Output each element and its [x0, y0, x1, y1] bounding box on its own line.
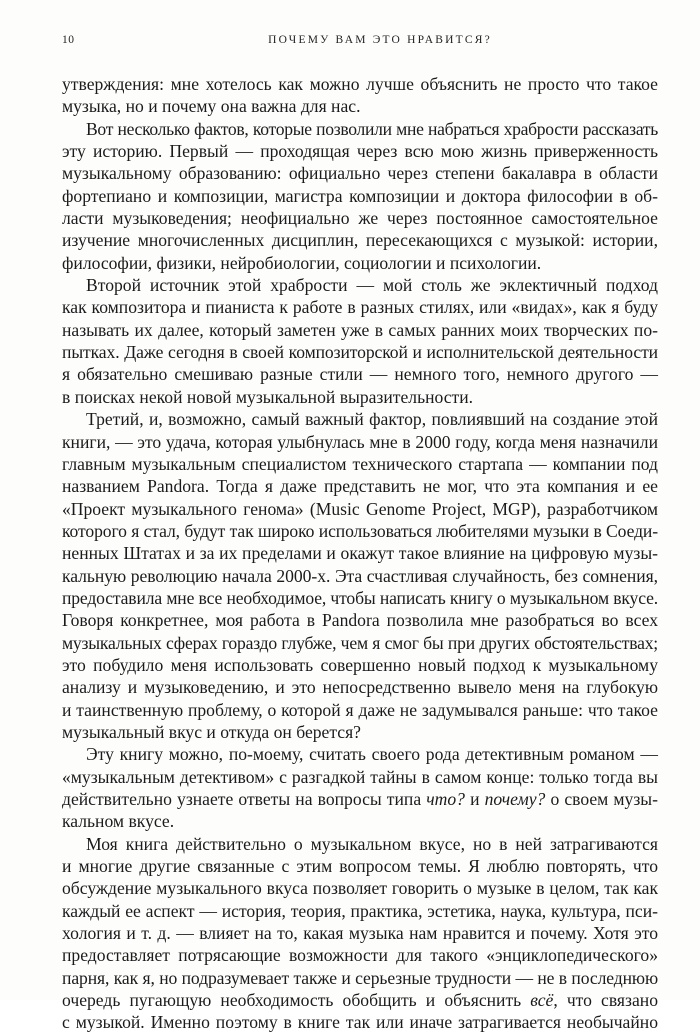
text-line: в поисках некой новой музыкальной выразительности. — [62, 386, 474, 407]
text-line: изучение многочисленных дисциплин, пересекающихся с музыкой: истории, — [62, 230, 658, 251]
text-line: Вот несколько фактов, которые позволили мне набраться храбрости рассказать — [86, 118, 658, 139]
text-line: музыкальных сферах гораздо глубже, чем я смог бы при других обстоятельствах; — [62, 632, 658, 653]
body-text — [62, 73, 658, 1034]
text-line: Второй источник этой храбрости — мой столь же эклектичный подход — [86, 275, 658, 296]
text-line: предоставляет потрясающие возможности для такого «энциклопедического» — [62, 945, 658, 966]
text-line: Эту книгу можно, по-моему, считать своего рода детективным романом — — [86, 744, 658, 765]
text-line: Говоря конкретнее, моя работа в Pandora позволила мне разобраться во всех — [62, 610, 658, 631]
text-line: хология и т. д. — влияет на то, какая музыка нам нравится и почему. Хотя это — [62, 923, 658, 944]
text-line: с музыкой. Именно поэтому в книге так или иначе затрагивается необычайно — [62, 1012, 658, 1033]
text-line: парня, как я, но подразумевает также и серьезные трудности — не в последнюю — [62, 967, 658, 988]
text-line: анализу и музыковедению, и это непосредственно вывело меня на глубокую — [62, 677, 658, 698]
text-line: музыка, но и почему она важна для нас. — [62, 96, 361, 117]
text-line: называть их далее, который заметен уже в самых ранних моих творческих по- — [62, 319, 658, 340]
text-line: действительно узнаете ответы на вопросы типа что? и почему? о своем музы- — [62, 789, 658, 809]
text-line: предоставила мне все необходимое, чтобы написать книгу о музыкальном вкусе. — [62, 587, 658, 608]
text-line: главным музыкальным специалистом технического стартапа — компании под — [62, 453, 658, 474]
page-number: 10 — [62, 34, 75, 46]
text-line: как композитора и пианиста к работе в разных стилях, или «видах», как я буду — [62, 297, 658, 318]
text-line: музыкальному образованию: официально через степени бакалавра в области — [62, 163, 658, 184]
text-line: философии, физики, нейробиологии, социологии и психологии. — [62, 252, 542, 273]
text-line: кальном вкусе. — [62, 811, 175, 832]
text-line: и таинственную проблему, о которой я даже не задумывался раньше: что такое — [62, 699, 658, 720]
text-line: «Проект музыкального генома» (Music Genome Project, MGP), разработчиком — [62, 498, 658, 519]
running-title: ПОЧЕМУ ВАМ ЭТО НРАВИТСЯ? — [268, 34, 492, 46]
text-line: кальную революцию начала 2000-х. Эта счастливая случайность, без сомнения, — [62, 565, 658, 586]
text-line: музыкальный вкус и откуда он берется? — [62, 721, 361, 742]
text-line: обсуждение музыкального вкуса позволяет говорить о музыке в целом, так как — [62, 878, 658, 899]
text-line: Моя книга действительно о музыкальном вкусе, но в ней затрагиваются — [86, 833, 658, 854]
text-line: ласти музыковедения; неофициально же через постоянное самостоятельное — [62, 208, 658, 229]
text-line: книги, — это удача, которая улыбнулась мне в 2000 году, когда меня назначили — [62, 431, 658, 452]
text-line: Третий, и, возможно, самый важный фактор, повлиявший на создание этой — [86, 409, 658, 430]
text-line: фортепиано и композиции, магистра композиции и доктора философии в об- — [62, 185, 658, 206]
text-line: названием Pandora. Тогда я даже представить не мог, что эта компания и ее — [62, 476, 658, 497]
text-line: эту историю. Первый — проходящая через всю мою жизнь приверженность — [62, 141, 658, 162]
text-line: очередь пугающую необходимость обобщить и объяснить всё, что связано — [62, 990, 658, 1011]
text-line: ненных Штатах и за их пределами и окажут такое влияние на цифровую музы- — [62, 543, 658, 564]
running-head — [62, 34, 658, 52]
text-line: пытках. Даже сегодня в своей композиторской и исполнительской деятельности — [62, 342, 658, 363]
text-line: каждый ее аспект — история, теория, практика, эстетика, наука, культура, пси- — [62, 900, 658, 921]
text-line: которого я стал, будут так широко использоваться любителями музыки в Соеди- — [62, 520, 658, 541]
text-line: и многие другие связанные с этим вопросом темы. Я люблю повторять, что — [62, 856, 658, 877]
text-line: я обязательно смешиваю разные стили — немного того, немного другого — — [62, 364, 658, 385]
text-line: «музыкальным детективом» с разгадкой тайны в самом конце: только тогда вы — [62, 766, 658, 787]
text-line: это побудило меня использовать совершенно новый подход к музыкальному — [62, 654, 658, 675]
text-line: утверждения: мне хотелось как можно лучше объяснить не просто что такое — [62, 74, 658, 94]
